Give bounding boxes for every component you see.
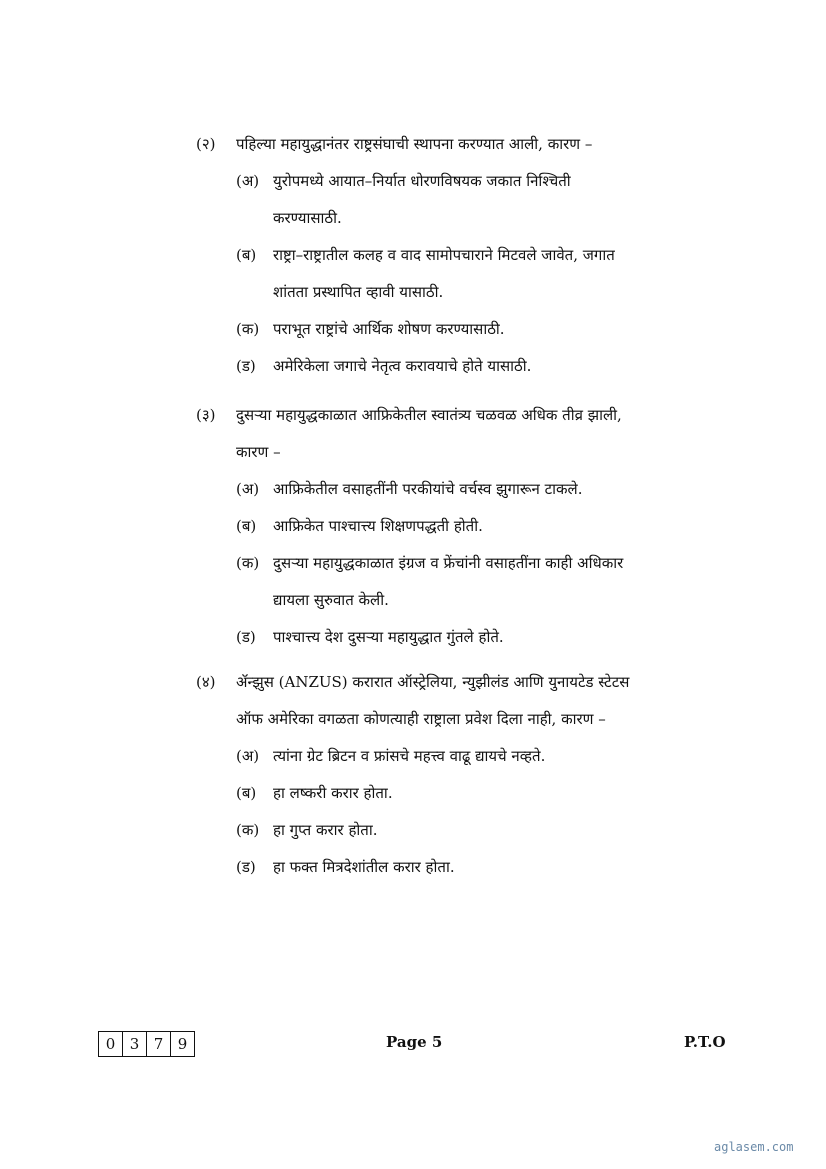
option-d: [236, 348, 636, 385]
watermark: aglasem.com: [714, 1140, 794, 1154]
option-d: [236, 619, 636, 656]
question-number: (४): [196, 673, 216, 691]
paper-code-box: [98, 1031, 195, 1057]
question-number: (३): [196, 406, 216, 424]
code-digit: 7: [147, 1032, 171, 1056]
option-c: [236, 311, 636, 348]
option-label: (क): [236, 554, 260, 572]
option-text: पराभूत राष्ट्रांचे आर्थिक शोषण करण्यासाठी.: [273, 320, 505, 338]
question-text: पहिल्या महायुद्धानंतर राष्ट्रसंघाची स्थापना करण्यात आली, कारण –: [236, 135, 593, 153]
question-2: [196, 126, 636, 385]
option-text: राष्ट्रा–राष्ट्रातील कलह व वाद सामोपचाराने मिटवले जावेत, जगात शांतता प्रस्थापित व्हावी यासाठी.: [273, 246, 615, 301]
question-number: (२): [196, 135, 216, 153]
option-text: हा गुप्त करार होता.: [273, 821, 378, 839]
option-label: (अ): [236, 747, 260, 765]
question-3: [196, 397, 636, 656]
option-label: (क): [236, 320, 260, 338]
question-text: दुसऱ्या महायुद्धकाळात आफ्रिकेतील स्वातंत्र्य चळवळ अधिक तीव्र झाली, कारण –: [236, 406, 622, 461]
option-text: आफ्रिकेत पाश्चात्त्य शिक्षणपद्धती होती.: [273, 517, 483, 535]
option-label: (अ): [236, 172, 260, 190]
option-text: पाश्चात्त्य देश दुसऱ्या महायुद्धात गुंतले होते.: [273, 628, 504, 646]
option-a: [236, 471, 636, 508]
option-label: (ड): [236, 858, 256, 876]
code-digit: 0: [99, 1032, 123, 1056]
pto-label: P.T.O: [684, 1033, 726, 1051]
option-c: [236, 545, 636, 619]
option-text: युरोपमध्ये आयात–निर्यात धोरणविषयक जकात निश्चिती करण्यासाठी.: [273, 172, 571, 227]
page-number: Page 5: [386, 1033, 443, 1051]
option-c: [236, 812, 636, 849]
option-b: [236, 237, 636, 311]
option-text: अमेरिकेला जगाचे नेतृत्व करावयाचे होते यासाठी.: [273, 357, 532, 375]
option-b: [236, 775, 636, 812]
option-text: त्यांना ग्रेट ब्रिटन व फ्रांसचे महत्त्व वाढू द्यायचे नव्हते.: [273, 747, 546, 765]
option-text: आफ्रिकेतील वसाहतींनी परकीयांचे वर्चस्व झुगारून टाकले.: [273, 480, 583, 498]
option-text: हा लष्करी करार होता.: [273, 784, 393, 802]
option-label: (अ): [236, 480, 260, 498]
option-label: (क): [236, 821, 260, 839]
option-label: (ब): [236, 246, 257, 264]
question-4: [196, 664, 636, 886]
option-label: (ब): [236, 517, 257, 535]
question-text: ॲन्झुस (ANZUS) करारात ऑस्ट्रेलिया, न्युझीलंड आणि युनायटेड स्टेटस ऑफ अमेरिका वगळता कोणत्याही राष्ट्राला प्रवेश दिला नाही, कारण –: [236, 673, 630, 728]
option-text: दुसऱ्या महायुद्धकाळात इंग्रज व फ्रेंचांनी वसाहतींना काही अधिकार द्यायला सुरुवात केली.: [273, 554, 624, 609]
option-label: (ब): [236, 784, 257, 802]
option-b: [236, 508, 636, 545]
option-text: हा फक्त मित्रदेशांतील करार होता.: [273, 858, 455, 876]
option-label: (ड): [236, 628, 256, 646]
code-digit: 3: [123, 1032, 147, 1056]
option-a: [236, 738, 636, 775]
option-d: [236, 849, 636, 886]
code-digit: 9: [177, 1035, 188, 1053]
option-label: (ड): [236, 357, 256, 375]
option-a: [236, 163, 636, 237]
